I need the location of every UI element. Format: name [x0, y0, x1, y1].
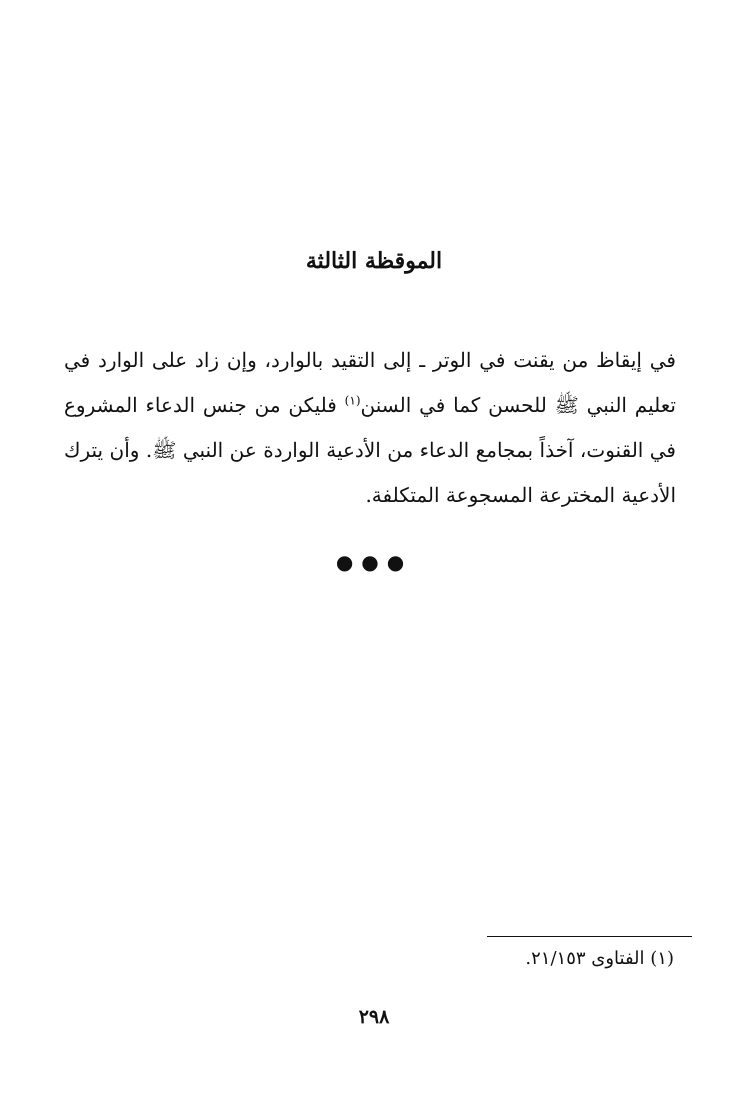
footnote-divider — [487, 936, 692, 937]
footnote-text: (١) الفتاوى ٢١/١٥٣. — [525, 948, 674, 969]
page-number: ٢٩٨ — [358, 1006, 390, 1028]
paragraph-text — [64, 338, 676, 518]
section-title: الموقظة الثالثة — [305, 248, 443, 274]
paragraph-segment-1: في إيقاظ من يقنت في الوتر ـ إلى التقيد بالوارد، وإن زاد على الوارد في تعليم النبي ﷺ للحسن كما في السنن — [64, 348, 676, 417]
paragraph-segment-2: فليكن من جنس الدعاء المشروع في القنوت، آخذاً بمجامع الدعاء من الأدعية الواردة عن النبي ﷺ. وأن يترك الأدعية المخترعة المسجوعة المتكلفة. — [64, 393, 676, 507]
section-separator: ●●● — [335, 550, 413, 574]
footnote-reference: (١) — [344, 393, 361, 408]
body-paragraph — [64, 338, 676, 518]
